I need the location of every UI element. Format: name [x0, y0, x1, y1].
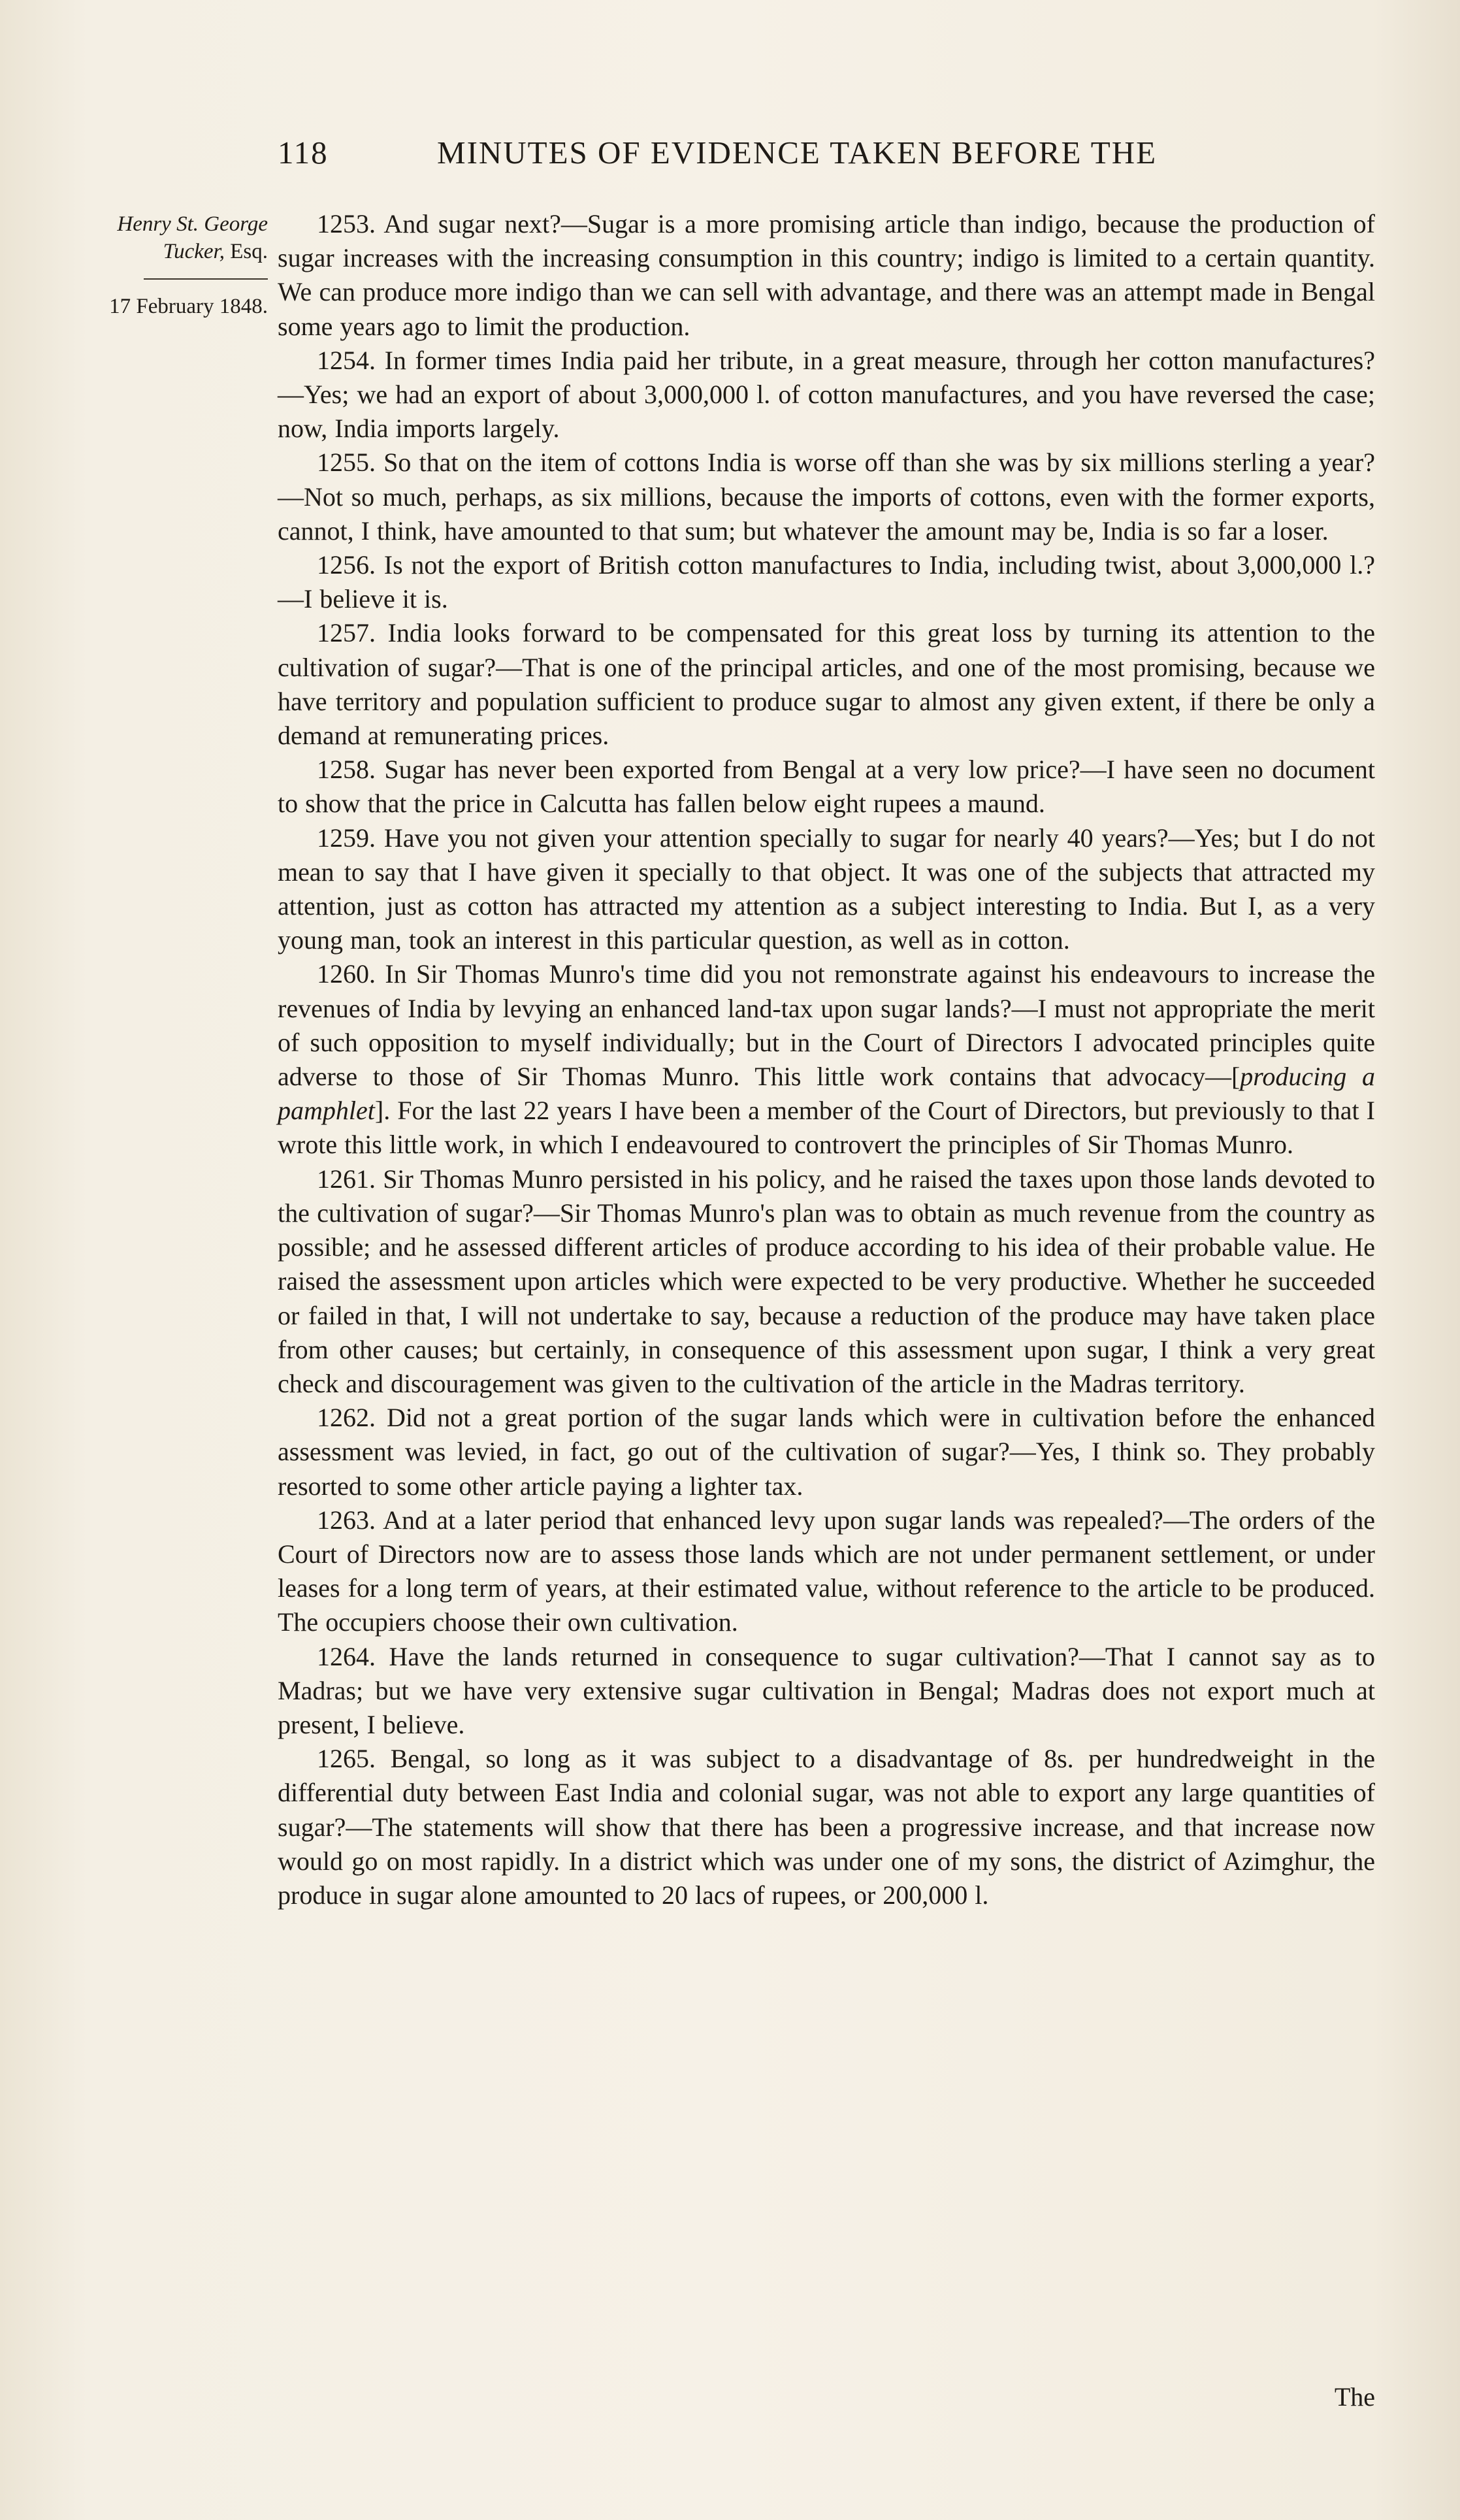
- catchword: The: [1334, 2382, 1375, 2412]
- paragraph-1257: 1257. India looks forward to be compensated for this great loss by turning its attention to the cultivation of sugar?—That is one of the principal articles, and one of the most promising, because we have territory and population sufficient to produce sugar to almost any given extent, if there be only a demand at remunerating prices.: [278, 618, 1375, 751]
- minutes-body: [278, 207, 1375, 1912]
- witness-name-line2: [20, 238, 268, 265]
- paragraph-1262: 1262. Did not a great portion of the sugar lands which were in cultivation before the enhanced assessment was levied, in fact, go out of the cultivation of sugar?—Yes, I think so. They probably resorted to some other article paying a lighter tax.: [278, 1403, 1375, 1501]
- paragraph-1255: 1255. So that on the item of cottons India is worse off than she was by six millions sterling a year?—Not so much, perhaps, as six millions, because the imports of cottons, even with the former exports, cannot, I think, have amounted to that sum; but whatever the amount may be, India is so far a loser.: [278, 448, 1375, 546]
- stage-direction: producing a pamphlet: [278, 1062, 1375, 1126]
- paragraph-1260-part1: 1260. In Sir Thomas Munro's time did you not remonstrate against his endeavours to increase the revenues of India by levying an enhanced land-tax upon sugar lands?—I must not appropriate the merit of such opposition to myself individually; but in the Court of Directors I advocated principles quite adverse to those of Sir Thomas Munro. This little work contains that advocacy—[: [278, 959, 1375, 1092]
- witness-name-line1: Henry St. George: [117, 212, 268, 236]
- paragraph-1260-part2: ]. For the last 22 years I have been a member of the Court of Directors, but previously to that I wrote this little work, in which I endeavoured to controvert the principles of Sir Thomas Munro.: [278, 1096, 1375, 1160]
- paragraph-1260: [278, 957, 1375, 1162]
- running-title: MINUTES OF EVIDENCE TAKEN BEFORE THE: [437, 135, 1158, 171]
- paragraph-1263: 1263. And at a later period that enhanced levy upon sugar lands was repealed?—The orders of the Court of Directors now are to assess those lands which are not under permanent settlement, or under leases for a long term of years, at their estimated value, without reference to the article to be produced. The occupiers choose their own cultivation.: [278, 1505, 1375, 1637]
- paragraph-1253: 1253. And sugar next?—Sugar is a more promising article than indigo, because the production of sugar increases with the increasing consumption in this country; indigo is limited to a certain quantity. We can produce more indigo than we can sell with advantage, and there was an attempt made in Bengal some years ago to limit the production.: [278, 209, 1375, 341]
- paragraph-1258: 1258. Sugar has never been exported from Bengal at a very low price?—I have seen no document to show that the price in Calcutta has fallen below eight rupees a maund.: [278, 755, 1375, 819]
- paragraph-1264: 1264. Have the lands returned in consequence to sugar cultivation?—That I cannot say as to Madras; but we have very extensive sugar cultivation in Bengal; Madras does not export much at present, I believe.: [278, 1641, 1375, 1739]
- paragraph-1259: 1259. Have you not given your attention specially to sugar for nearly 40 years?—Yes; but I do not mean to say that I have given it specially to that object. It was one of the subjects that attracted my attention, just as cotton has attracted my attention as a subject interesting to India. But I, as a very young man, took an interest in this particular question, as well as in cotton.: [278, 823, 1375, 955]
- witness-surname: Tucker,: [163, 240, 225, 263]
- paragraph-1256: 1256. Is not the export of British cotton manufactures to India, including twist, about 3,000,000 l.?—I believe it is.: [278, 550, 1375, 614]
- witness-suffix: Esq.: [225, 240, 268, 263]
- paragraph-1261: 1261. Sir Thomas Munro persisted in his policy, and he raised the taxes upon those lands devoted to the cultivation of sugar?—Sir Thomas Munro's plan was to obtain as much revenue from the country as possible; and he assessed different articles of produce according to his idea of their probable value. He raised the assessment upon articles which were expected to be very productive. Whether he succeeded or failed in that, I will not undertake to say, because a reduction of the produce may have taken place from other causes; but certainly, in consequence of this assessment upon sugar, I think a very great check and discouragement was given to the cultivation of the article in the Madras territory.: [278, 1164, 1375, 1398]
- page-header: [278, 134, 1375, 186]
- margin-note: [20, 210, 268, 320]
- paragraph-1265: 1265. Bengal, so long as it was subject to a disadvantage of 8s. per hundredweight in the differential duty between East India and colonial sugar, was not able to export any large quantities of sugar?—The statements will show that there has been a progressive increase, and that increase now would go on most rapidly. In a district which was under one of my sons, the district of Azimghur, the produce in sugar alone amounted to 20 lacs of rupees, or 200,000 l.: [278, 1744, 1375, 1910]
- evidence-date: 17 February 1848.: [109, 295, 268, 318]
- page-number: 118: [278, 135, 329, 171]
- margin-divider: [144, 278, 268, 280]
- paragraph-1254: 1254. In former times India paid her tribute, in a great measure, through her cotton manufactures?—Yes; we had an export of about 3,000,000 l. of cotton manufactures, and you have reversed the case; now, India imports largely.: [278, 345, 1375, 444]
